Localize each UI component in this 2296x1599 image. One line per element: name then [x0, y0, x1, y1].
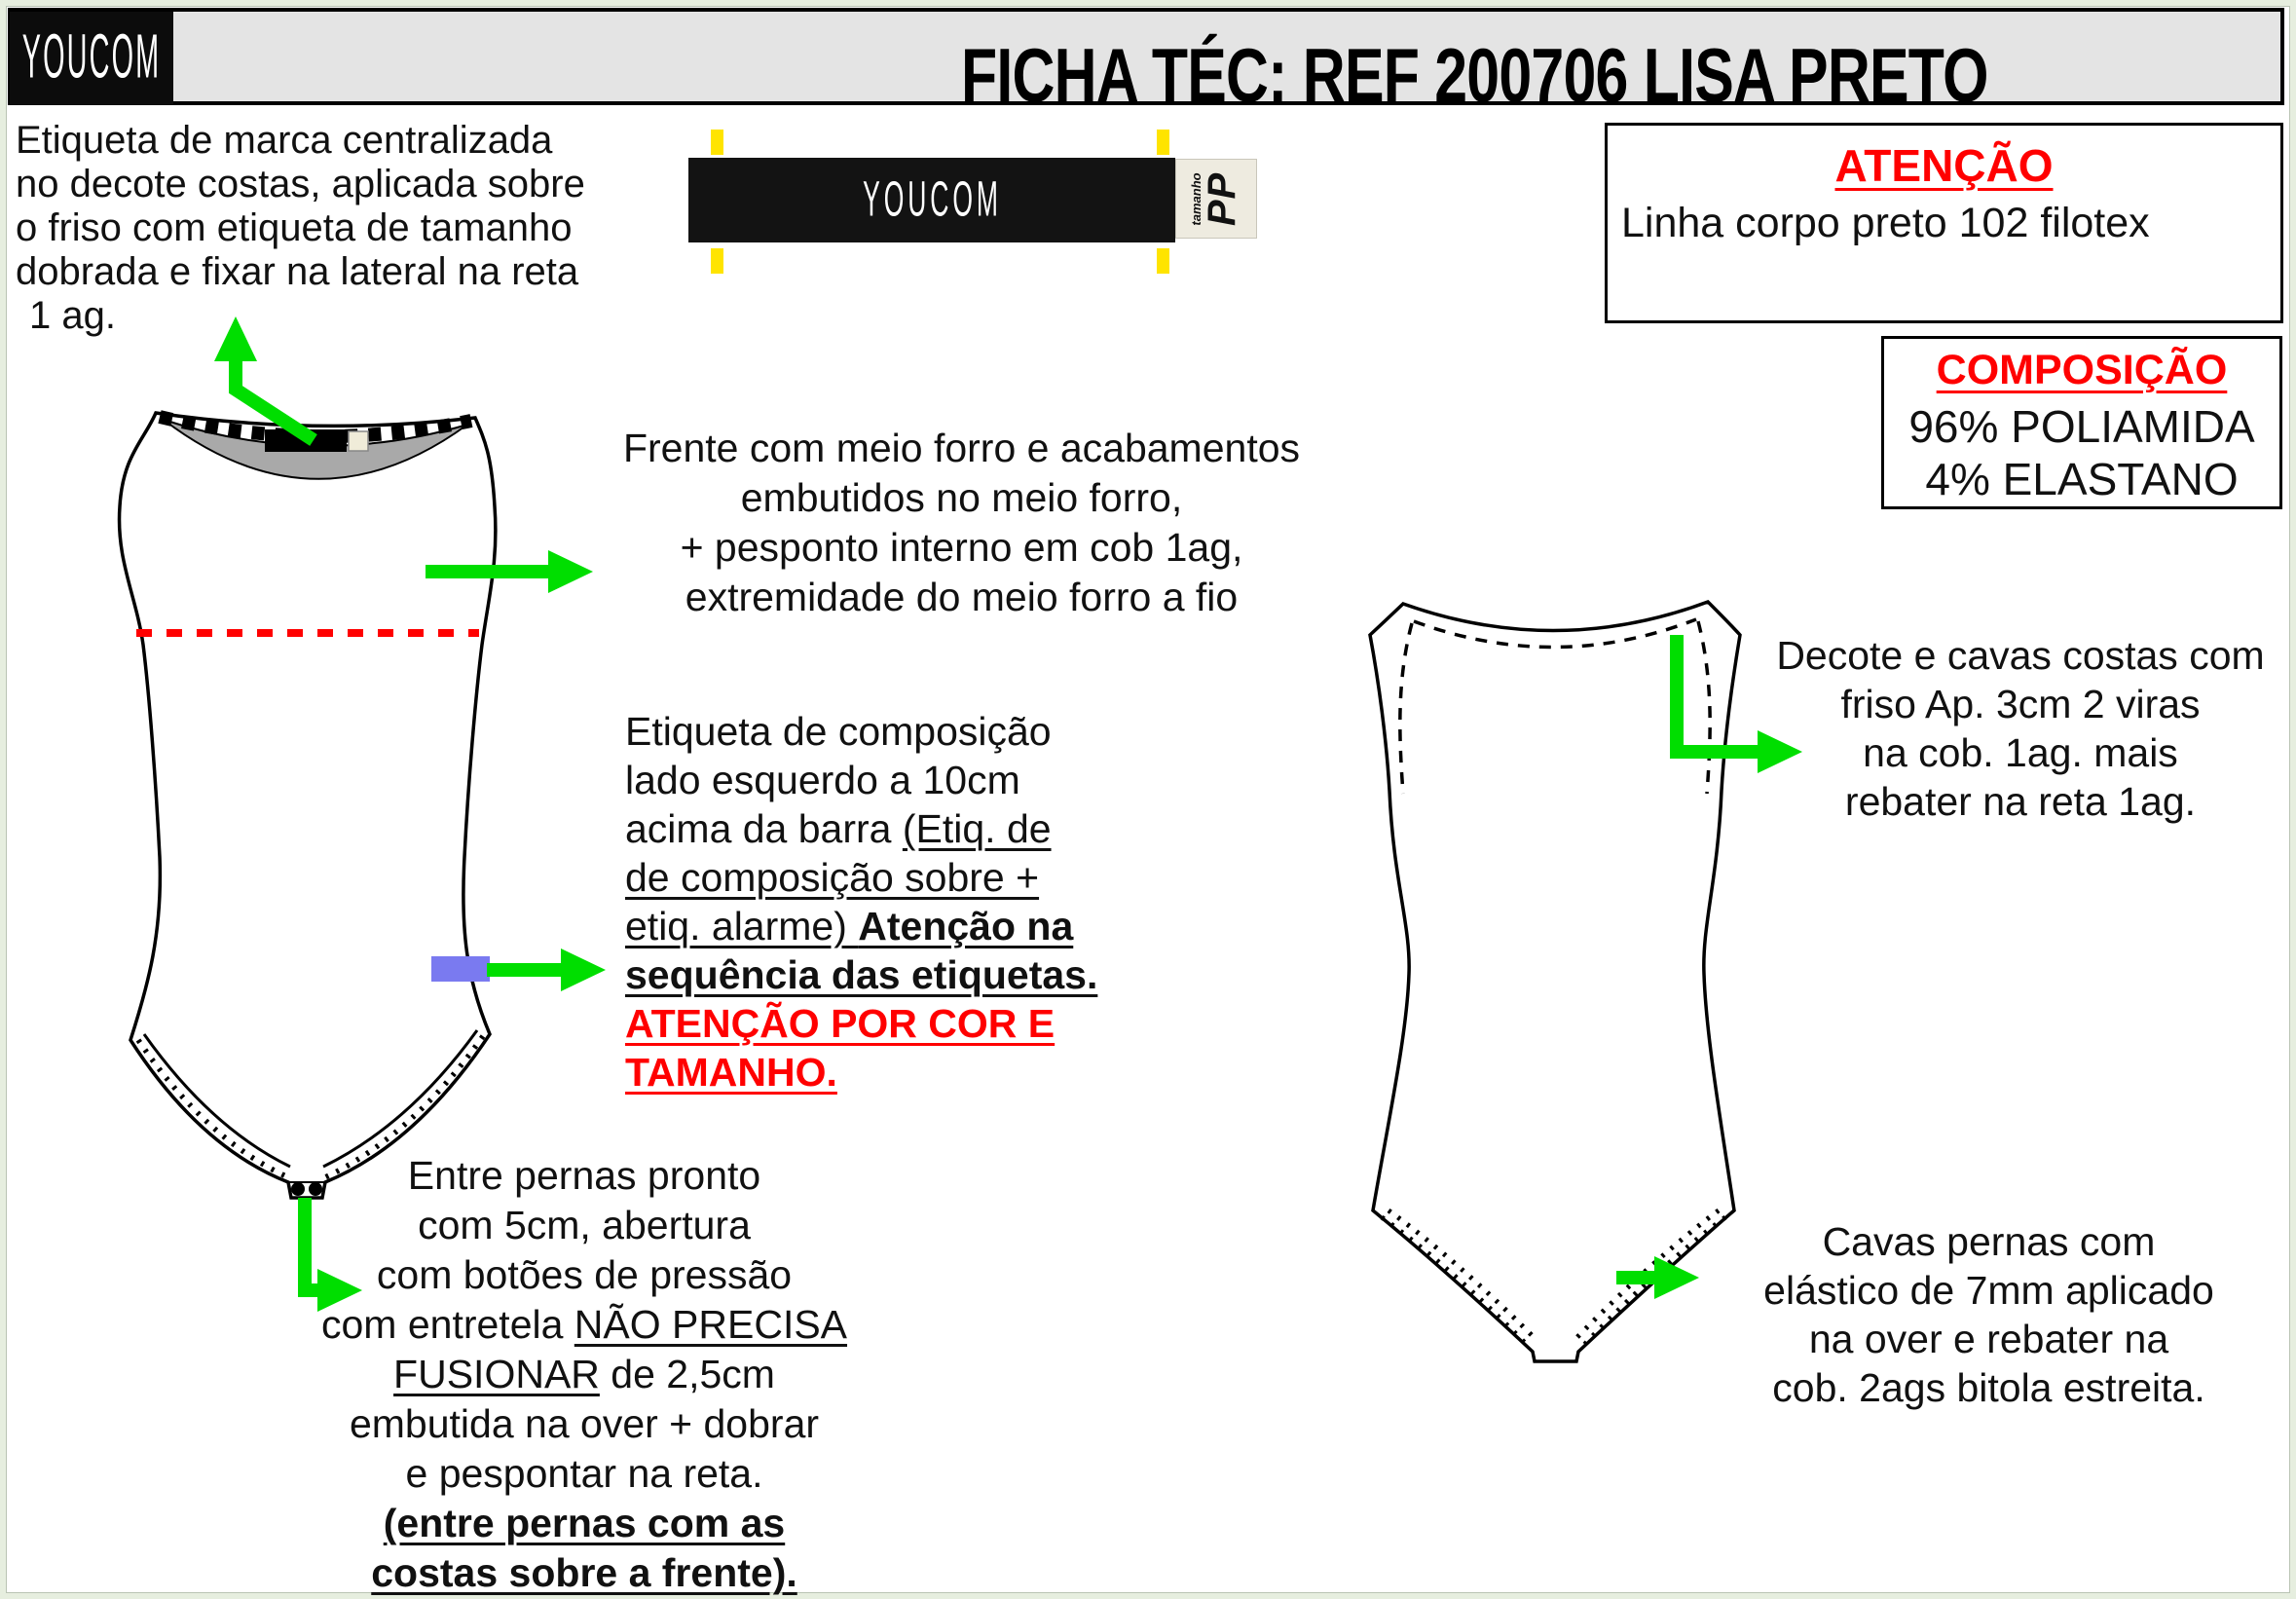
- brand-label-strip-text: YOUCOM: [862, 171, 1002, 228]
- note-leg-elastic: Cavas pernas com elástico de 7mm aplicado na over e rebater na cob. 2ags bitola estreita.: [1763, 1219, 2214, 1410]
- brand-logo-text: YOUCOM: [21, 22, 162, 92]
- composition-line-2: 4% ELASTANO: [1925, 454, 2239, 504]
- note-crotch: Entre pernas pronto com 5cm, abertura com botões de pressão com entretela NÃO PRECISA FUSIONAR de 2,5cm embutida na over + dobrar e pespontar na reta. (entre pernas com as costas sobre a frente).: [321, 1153, 848, 1595]
- composition-box-title: COMPOSIÇÃO: [1936, 347, 2228, 393]
- size-tab-value: PP: [1201, 171, 1244, 226]
- front-bodysuit-drawing: [119, 413, 495, 1198]
- note-front-finish: Frente com meio forro e acabamentos embutidos no meio forro, + pesponto interno em cob 1ag, extremidade do meio forro a fio: [622, 426, 1301, 619]
- note-brand-label: Etiqueta de marca centralizada no decote costas, aplicada sobre o friso com etiqueta de tamanho dobrada e fixar na lateral na reta 1 ag.: [16, 119, 585, 337]
- attention-box-title: ATENÇÃO: [1834, 140, 2054, 191]
- snap-button: [309, 1182, 322, 1196]
- attention-box-body: Linha corpo preto 102 filotex: [1621, 200, 2150, 246]
- back-bodysuit-drawing: [1370, 602, 1740, 1361]
- note-composition-label: Etiqueta de composição lado esquerdo a 10cm acima da barra (Etiq. de de composição sobre + etiq. alarme) Atenção na sequência das etiquetas. ATENÇÃO POR COR E TAMANHO.: [625, 709, 1098, 1095]
- size-tab-caption: tamanho: [1189, 171, 1204, 226]
- page-title: FICHA TÉC: REF 200706 LISA PRETO: [961, 32, 1988, 118]
- arrow-crotch: [305, 1198, 324, 1290]
- note-back-neck: Decote e cavas costas com friso Ap. 3cm 2 viras na cob. 1ag. mais rebater na reta 1ag.: [1776, 633, 2265, 824]
- composition-line-1: 96% POLIAMIDA: [1908, 401, 2255, 452]
- composition-label-marker: [431, 956, 490, 982]
- snap-button: [291, 1182, 305, 1196]
- front-neck-size-tab: [349, 431, 368, 451]
